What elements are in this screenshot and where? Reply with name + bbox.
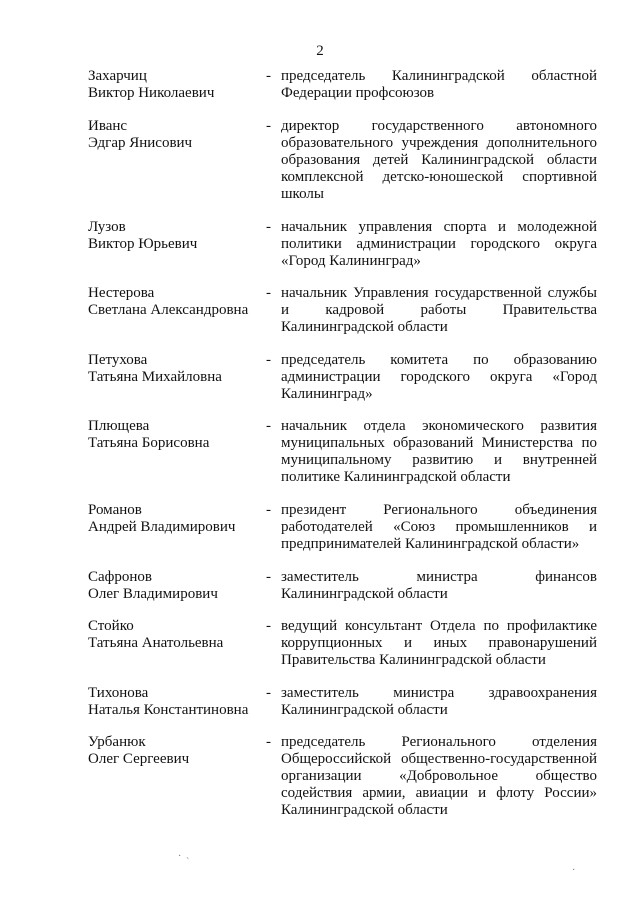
- member-surname: Тихонова: [88, 685, 149, 701]
- member-position: заместитель министра финансов Калининградской области: [281, 569, 597, 602]
- member-given-names: Татьяна Михайловна: [88, 369, 222, 385]
- separator-dash: -: [266, 734, 271, 750]
- member-name: [88, 569, 263, 603]
- member-given-names: Андрей Владимирович: [88, 519, 236, 535]
- separator-dash: -: [266, 618, 271, 634]
- member-surname: Захарчиц: [88, 68, 147, 84]
- member-position: начальник управления спорта и молодежной политики администрации городского округа «Город Калининград»: [281, 219, 597, 269]
- member-name: [88, 352, 263, 386]
- member-given-names: Татьяна Борисовна: [88, 435, 210, 451]
- member-name: [88, 118, 263, 152]
- member-position: директор государственного автономного образовательного учреждения дополнительного образования детей Калининградской области комплексной детско-юношеской спортивной школы: [281, 118, 597, 202]
- scan-speck-mark: ·: [572, 865, 576, 876]
- member-surname: Иванс: [88, 118, 128, 134]
- member-position: президент Регионального объединения работодателей «Союз промышленников и предпринимателей Калининградской области»: [281, 502, 597, 552]
- member-name: [88, 285, 263, 319]
- member-name: [88, 502, 263, 536]
- separator-dash: -: [266, 685, 271, 701]
- member-surname: Петухова: [88, 352, 148, 368]
- page-number: 2: [316, 43, 324, 59]
- member-given-names: Татьяна Анатольевна: [88, 635, 224, 651]
- member-surname: Нестерова: [88, 285, 155, 301]
- member-name: [88, 418, 263, 452]
- separator-dash: -: [266, 118, 271, 134]
- member-given-names: Олег Владимирович: [88, 586, 218, 602]
- member-position: председатель комитета по образованию администрации городского округа «Город Калининград»: [281, 352, 597, 402]
- member-given-names: Виктор Николаевич: [88, 85, 215, 101]
- member-position: ведущий консультант Отдела по профилактике коррупционных и иных правонарушений Правительства Калининградской области: [281, 618, 597, 668]
- member-position: начальник Управления государственной службы и кадровой работы Правительства Калининградской области: [281, 285, 597, 335]
- member-given-names: Наталья Константиновна: [88, 702, 249, 718]
- separator-dash: -: [266, 352, 271, 368]
- separator-dash: -: [266, 569, 271, 585]
- separator-dash: -: [266, 219, 271, 235]
- member-name: [88, 219, 263, 253]
- separator-dash: -: [266, 68, 271, 84]
- separator-dash: -: [266, 418, 271, 434]
- scan-speck-mark: ˋ: [186, 857, 190, 868]
- member-surname: Стойко: [88, 618, 134, 634]
- separator-dash: -: [266, 502, 271, 518]
- member-given-names: Эдгар Янисович: [88, 135, 193, 151]
- member-surname: Сафронов: [88, 569, 152, 585]
- separator-dash: -: [266, 285, 271, 301]
- member-position: председатель Калининградской областной Федерации профсоюзов: [281, 68, 597, 101]
- member-position: начальник отдела экономического развития муниципальных образований Министерства по муниципальному развитию и внутренней политике Калининградской области: [281, 418, 597, 485]
- member-given-names: Олег Сергеевич: [88, 751, 190, 767]
- member-given-names: Светлана Александровна: [88, 302, 249, 318]
- member-surname: Лузов: [88, 219, 126, 235]
- member-surname: Романов: [88, 502, 142, 518]
- member-name: [88, 618, 263, 652]
- member-name: [88, 734, 263, 768]
- member-surname: Урбанюк: [88, 734, 146, 750]
- member-given-names: Виктор Юрьевич: [88, 236, 198, 252]
- member-name: [88, 685, 263, 719]
- member-surname: Плющева: [88, 418, 150, 434]
- member-position: председатель Регионального отделения Общероссийской общественно-государственной организации «Добровольное общество содействия армии, авиации и флоту России» Калининградской области: [281, 734, 597, 818]
- member-name: [88, 68, 263, 102]
- member-position: заместитель министра здравоохранения Калининградской области: [281, 685, 597, 718]
- scan-speck-mark: ·: [178, 851, 182, 862]
